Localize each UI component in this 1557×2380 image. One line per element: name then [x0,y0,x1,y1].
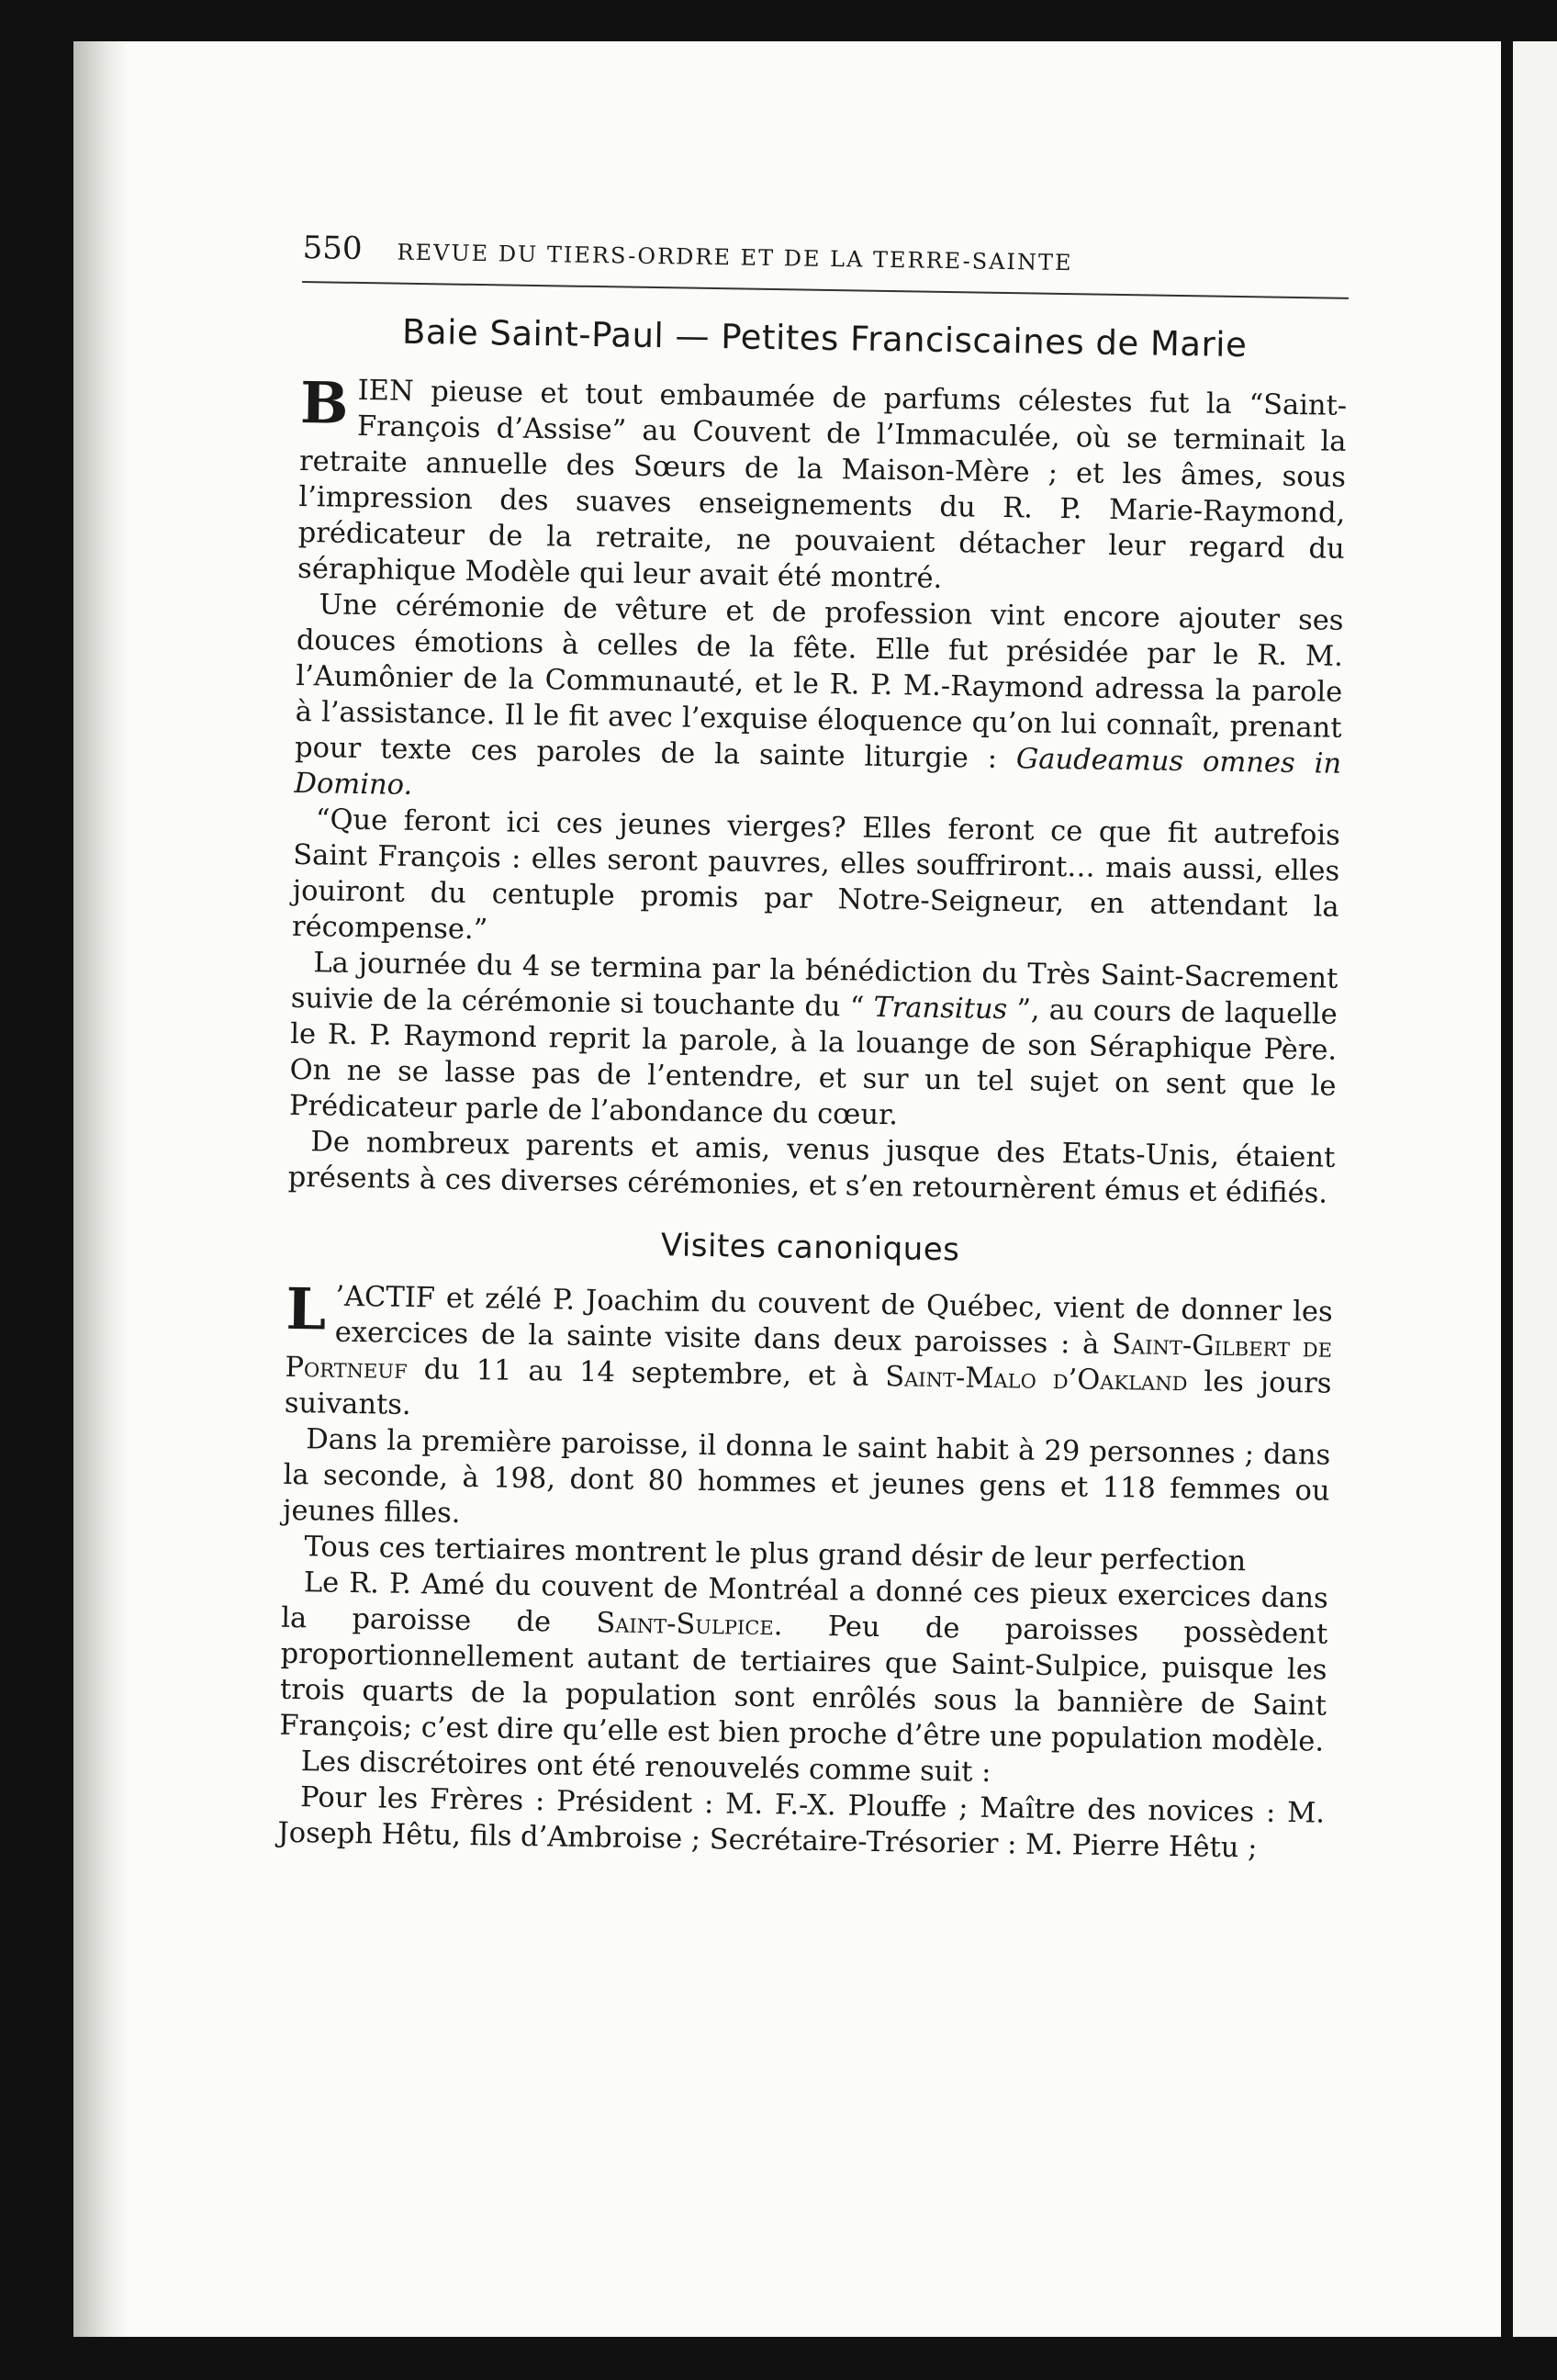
drop-cap: L [285,1274,327,1343]
section-title-visites-canoniques: Visites canoniques [660,1227,960,1269]
drop-cap: B [299,368,350,437]
paragraph [294,587,1344,818]
place-name: Saint-Gilbert de Portneuf [285,1328,1333,1386]
latin-quote: Gaudeamus omnes in Domino. [294,743,1342,802]
paragraph [284,1274,1333,1438]
italic-term: Transitus [873,991,1008,1027]
section-title-baie-saint-paul: Baie Saint-Paul — Petites Franciscaines de Marie [401,311,1248,365]
small-caps-lead: IEN [357,374,414,408]
paragraph: De nombreux parents et amis, venus jusque des Etats-Unis, étaient présents à ces diverses cérémonies, et s’en retournèrent émus et édifiés. [287,1126,1336,1210]
paragraph: Les discrétoires ont été renouvelés comme suit : [300,1746,991,1789]
paragraph [289,945,1339,1140]
small-caps-lead: ’ACTIF [335,1280,436,1315]
paragraph-text: ”, au cours de laquelle le R. P. Raymond reprit la parole, à la louange de son Séraphique Père. On ne se lasse pas de l’entendre, et sur un tel sujet on sent que le Prédicateur parle de l’abondance du cœur. [288,994,1338,1132]
paragraph-text: . Peu de paroisses possèdent proportionnellement autant de tertiaires que Saint-Sulpice, puisque les trois quarts de la population sont enrôlés sous la bannière de Saint François; c’est dire qu’elle est bien proche d’être une population modèle. [279,1610,1328,1758]
paragraph: Tous ces tertiaires montrent le plus grand désir de leur perfection [304,1531,1247,1578]
paragraph-text: du 11 au 14 septembre, et à [407,1353,886,1394]
paragraph-text: les jours suivants. [284,1365,1332,1422]
paragraph: Dans la première paroisse, il donna le saint habit à 29 personnes ; dans la seconde, à 198, dont 80 hommes et jeunes gens et 118 femmes ou jeunes filles. [282,1423,1331,1530]
running-title: REVUE DU TIERS-ORDRE ET DE LA TERRE-SAINTE [397,239,1073,276]
place-name: Saint-Sulpice [596,1607,775,1643]
binding-shadow [73,41,129,2337]
paragraph [297,368,1348,603]
paragraph-text: La journée du 4 se termina par la bénédiction du Très Saint-Sacrement suivie de la cérémonie si touchante du “ [290,947,1339,1024]
adjacent-page-edge [1513,41,1557,2337]
paragraph-text: Une cérémonie de vêture et de profession vint encore ajouter ses douces émotions à celles de la fête. Elle fut présidée par le R. M. l’Aumônier de la Communauté, et le R. P. M.-Raymond adressa la parole à l’assistance. Il le fit avec l’exquise éloquence qu’on lui connaît, prenant pour texte ces paroles de la sainte liturgie : [294,589,1344,776]
paragraph-text: pieuse et tout embaumée de parfums célestes fut la “Saint-François d’Assise” au Couvent de l’Immaculée, où se terminait la retraite annuelle des Sœurs de la Maison-Mère ; et les âmes, sous l’impression des suaves enseignements du R. P. Marie-Raymond, prédicateur de la retraite, ne pouvaient détacher leur regard du séraphique Modèle qui leur avait été montré. [297,375,1348,595]
paragraph: “Que feront ici ces jeunes vierges? Elles feront ce que fit autrefois Saint François : elles seront pauvres, elles souffriront… mais aussi, elles jouiront du centuple promis par Notre-Seigneur, en attendant la récompense.” [291,803,1341,947]
place-name: Saint-Malo d’Oakland [884,1361,1188,1398]
paragraph-text: et zélé P. Joachim du couvent de Québec, vient de donner les exercices de la sainte visite dans deux paroisses : à [334,1282,1333,1361]
paragraph [279,1565,1328,1760]
page-number: 550 [302,230,363,268]
page-content [277,230,1350,1868]
paragraph: Pour les Frères : Président : M. F.-X. Plouffe ; Maître des novices : M. Joseph Hêtu, fils d’Ambroise ; Secrétaire-Trésorier : M. Pierre Hêtu ; [277,1781,1326,1865]
paragraph-text: Le R. P. Amé du couvent de Montréal a donné ces pieux exercices dans la paroisse de [280,1566,1328,1640]
